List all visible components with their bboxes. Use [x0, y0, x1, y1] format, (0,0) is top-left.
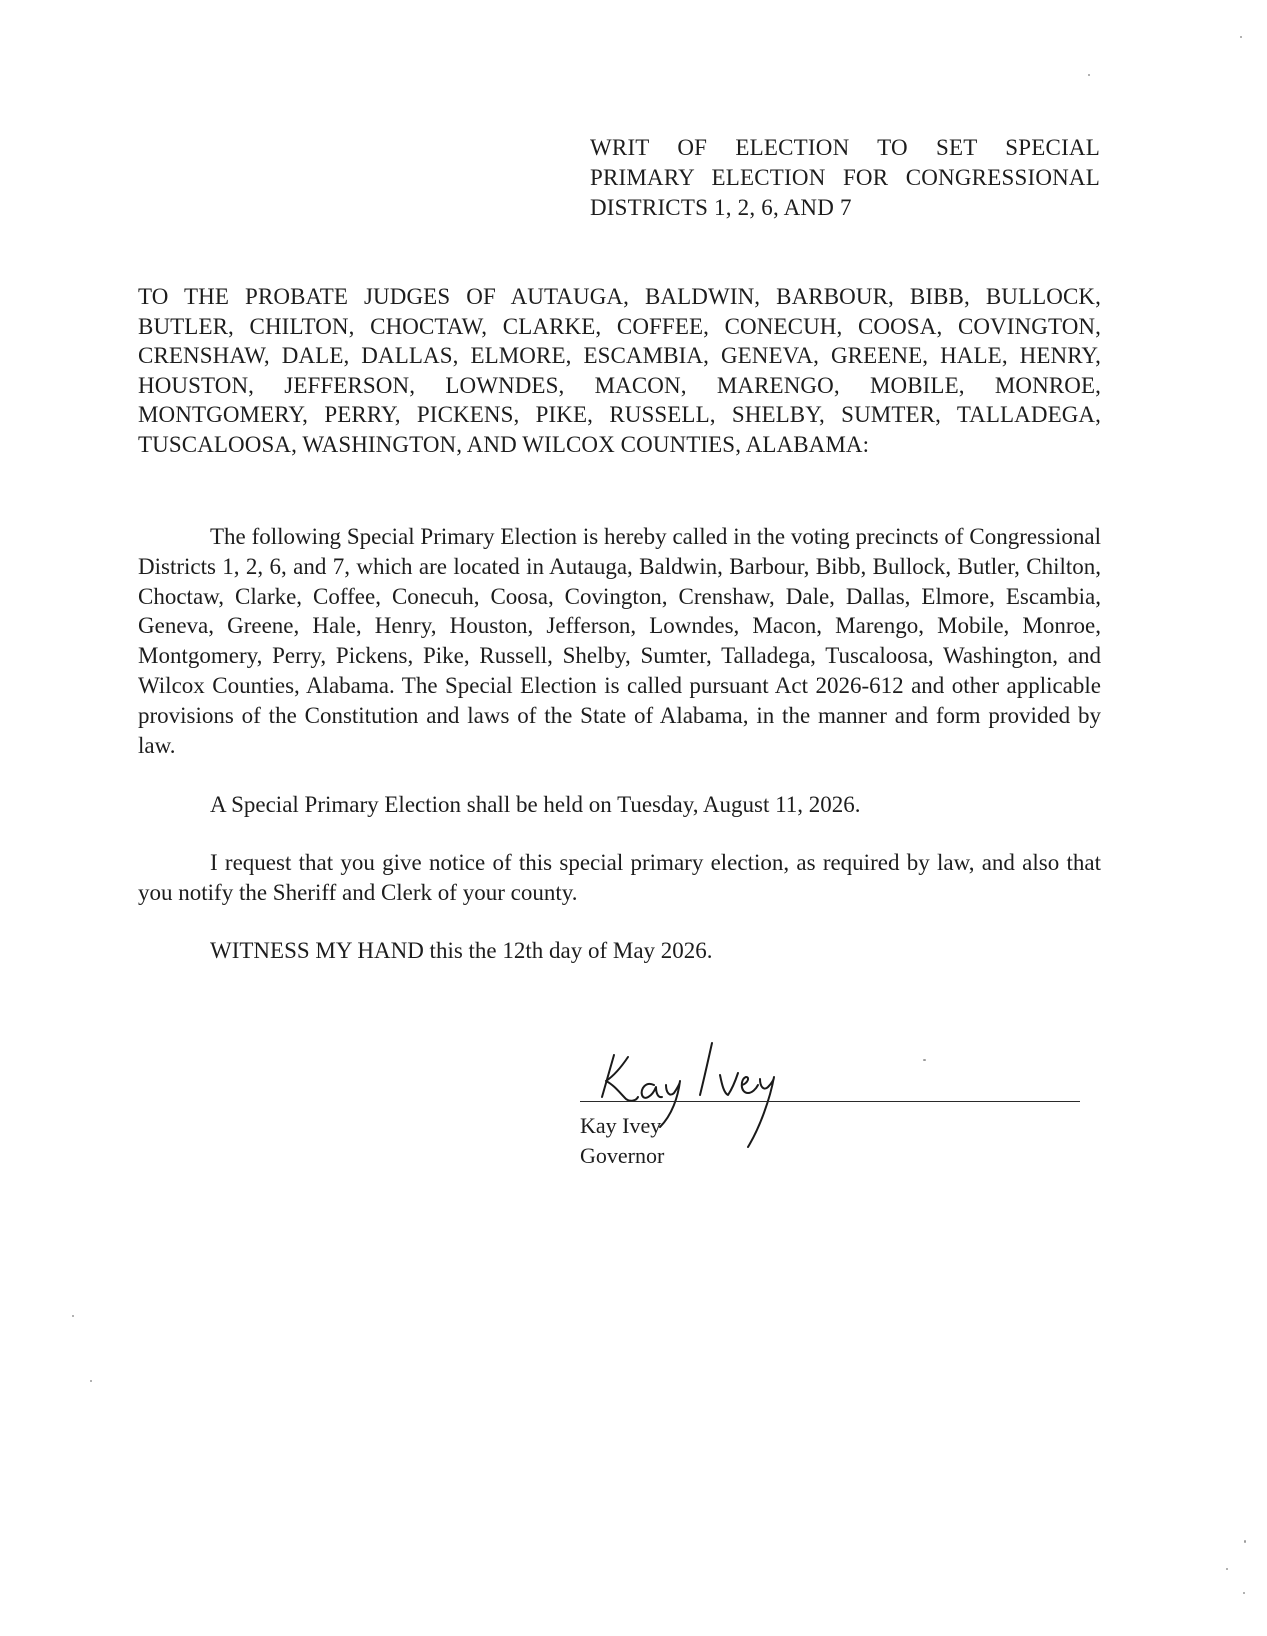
signer-name: Kay Ivey — [580, 1113, 662, 1138]
scan-speck — [1243, 1592, 1245, 1594]
signer-title: Governor — [580, 1143, 665, 1168]
signature-line — [580, 1101, 1080, 1102]
witness-paragraph: WITNESS MY HAND this the 12th day of May 2026. — [210, 938, 713, 963]
title-line: DISTRICTS 1, 2, 6, AND 7 — [590, 195, 852, 220]
scan-speck — [923, 1059, 926, 1061]
election-date-paragraph: A Special Primary Election shall be held on Tuesday, August 11, 2026. — [210, 792, 861, 817]
scan-speck — [72, 1315, 74, 1317]
title-line: WRIT OF ELECTION TO SET SPECIAL — [590, 135, 1100, 160]
scan-speck — [1244, 1540, 1246, 1543]
scan-speck — [1240, 36, 1242, 38]
signature-block — [580, 1035, 1090, 1175]
scan-speck — [1088, 74, 1090, 76]
document-title — [590, 133, 1100, 223]
scan-speck — [90, 1380, 92, 1382]
title-line: PRIMARY ELECTION FOR CONGRESSIONAL — [590, 165, 1100, 190]
body-paragraph: The following Special Primary Election is hereby called in the voting precincts of Congressional Districts 1, 2, 6, and 7, which are located in Autauga, Baldwin, Barbour, Bibb, Bullock, Butler, Chilton, Choctaw, Clarke, Coffee, Conecuh, Coosa, Covington, Crenshaw, Dale, Dallas, Elmore, Escambia, Geneva, Greene, Hale, Henry, Houston, Jefferson, Lowndes, Macon, Marengo, Mobile, Monroe, Montgomery, Perry, Pickens, Pike, Russell, Shelby, Sumter, Talladega, Tuscaloosa, Washington, and Wilcox Counties, Alabama. The Special Election is called pursuant Act 2026-612 and other applicable provisions of the Constitution and laws of the State of Alabama, in the manner and form provided by law. — [138, 524, 1101, 758]
addressee-paragraph: TO THE PROBATE JUDGES OF AUTAUGA, BALDWIN, BARBOUR, BIBB, BULLOCK, BUTLER, CHILTON, CHOCTAW, CLARKE, COFFEE, CONECUH, COOSA, COVINGTON, CRENSHAW, DALE, DALLAS, ELMORE, ESCAMBIA, GENEVA, GREENE, HALE, HENRY, HOUSTON, JEFFERSON, LOWNDES, MACON, MARENGO, MOBILE, MONROE, MONTGOMERY, PERRY, PICKENS, PIKE, RUSSELL, SHELBY, SUMTER, TALLADEGA, TUSCALOOSA, WASHINGTON, AND WILCOX COUNTIES, ALABAMA: — [138, 284, 1101, 457]
notice-request-paragraph: I request that you give notice of this special primary election, as required by law, and also that you notify the Sheriff and Clerk of your county. — [138, 850, 1101, 905]
scan-speck — [1226, 1568, 1228, 1570]
